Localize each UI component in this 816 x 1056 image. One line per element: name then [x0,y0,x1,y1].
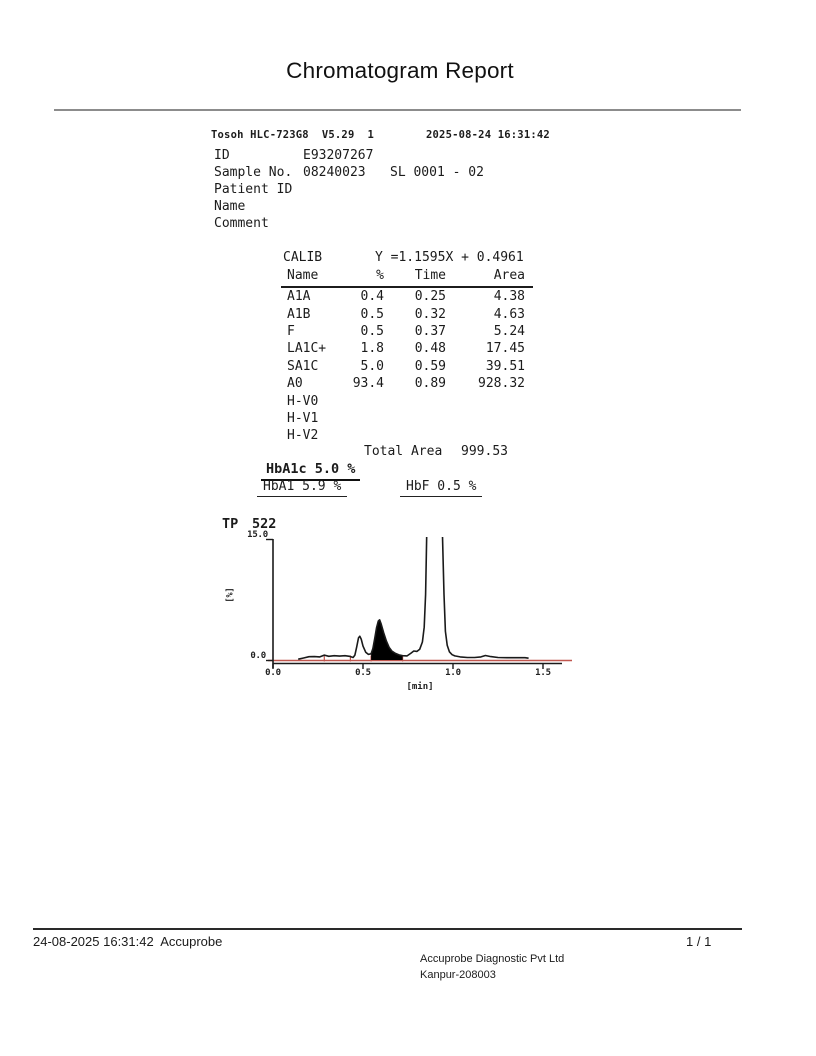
table-header-row [281,267,533,287]
cell-area: 39.51 [485,358,525,374]
y-axis-unit-label: [%] [225,587,236,603]
cell-pct: 5.0 [360,358,384,374]
id-value: E93207267 [303,148,374,163]
page-title: Chromatogram Report [286,58,514,83]
cell-pct: 0.4 [360,289,384,305]
cell-pct: 0.5 [360,306,384,322]
cell-name: A1B [287,306,311,322]
cell-pct: 1.8 [360,341,384,357]
x-axis-ticks [273,664,543,670]
sl-value: SL 0001 - 02 [390,165,484,180]
hbf-result: HbF 0.5 % [400,479,482,497]
table-row [281,323,533,340]
sample-no-label: Sample No. [214,165,293,180]
x-tick-2: 1.0 [445,668,461,678]
footer-page-number: 1 / 1 [686,934,712,949]
chromatogram-trace [298,537,528,659]
cell-area [446,410,533,427]
cell-name: F [287,323,295,339]
cell-time [384,392,446,409]
cell-name: A1A [287,289,311,305]
tp-label: TP [222,516,239,532]
device-model-line: Tosoh HLC-723G8 V5.29 1 [211,129,375,141]
col-header-time: Time [384,267,446,287]
y-axis-min-label: 0.0 [250,651,266,661]
calib-table-body [281,287,533,445]
name-label: Name [214,199,246,214]
x-axis-unit-label: [min] [406,682,434,692]
total-area-value: 999.53 [461,444,508,459]
cell-name: H-V1 [287,410,319,426]
cell-time: 0.89 [414,376,446,392]
table-row [281,392,533,409]
x-tick-1: 0.5 [355,668,371,678]
col-header-name: Name [281,267,337,287]
cell-pct: 93.4 [352,376,384,392]
cell-time: 0.59 [414,358,446,374]
patient-id-label: Patient ID [214,182,293,197]
footer-company-city: Kanpur-208003 [420,969,496,981]
calib-table-head [281,267,533,287]
cell-name: A0 [287,376,303,392]
footer-divider [33,928,742,930]
table-row [281,287,533,305]
table-row [281,340,533,357]
header-divider [54,109,741,111]
cell-time: 0.48 [414,341,446,357]
tp-value: 522 [252,516,277,532]
cell-pct [337,410,384,427]
cell-time [384,410,446,427]
cell-name: H-V2 [287,428,319,444]
cell-area [446,392,533,409]
table-row [281,427,533,444]
cell-area: 17.45 [485,341,525,357]
col-header-area: Area [446,267,533,287]
report-datetime: 2025-08-24 16:31:42 [426,129,550,141]
calib-equation: Y =1.1595X + 0.4961 [375,250,524,265]
total-area-label: Total Area [364,444,443,459]
cell-area: 4.38 [493,289,525,305]
cell-name: SA1C [287,358,319,374]
cell-pct [337,392,384,409]
calib-table [281,267,533,445]
cell-area [446,427,533,444]
table-row [281,410,533,427]
x-tick-3: 1.5 [535,668,551,678]
col-header-pct: % [337,267,384,287]
calib-label: CALIB [283,250,323,265]
comment-label: Comment [214,216,269,231]
cell-time [384,427,446,444]
hba1-result: HbA1 5.9 % [257,479,347,497]
cell-pct: 0.5 [360,323,384,339]
cell-name: LA1C+ [287,341,327,357]
table-row [281,375,533,392]
cell-area: 4.63 [493,306,525,322]
cell-time: 0.37 [414,323,446,339]
hba1c-result: HbA1c 5.0 % [261,461,360,481]
id-label: ID [214,148,230,163]
cell-name: H-V0 [287,393,319,409]
footer-datetime-lab: 24-08-2025 16:31:42 Accuprobe [33,934,223,949]
cell-pct [337,427,384,444]
cell-time: 0.25 [414,289,446,305]
cell-area: 5.24 [493,323,525,339]
sample-no-value: 08240023 [303,165,366,180]
cell-time: 0.32 [414,306,446,322]
y-axis-max-label: 15.0 [247,530,268,540]
table-row [281,358,533,375]
table-row [281,305,533,322]
x-tick-0: 0.0 [265,668,281,678]
cell-area: 928.32 [478,376,525,392]
footer-company-name: Accuprobe Diagnostic Pvt Ltd [420,953,565,965]
